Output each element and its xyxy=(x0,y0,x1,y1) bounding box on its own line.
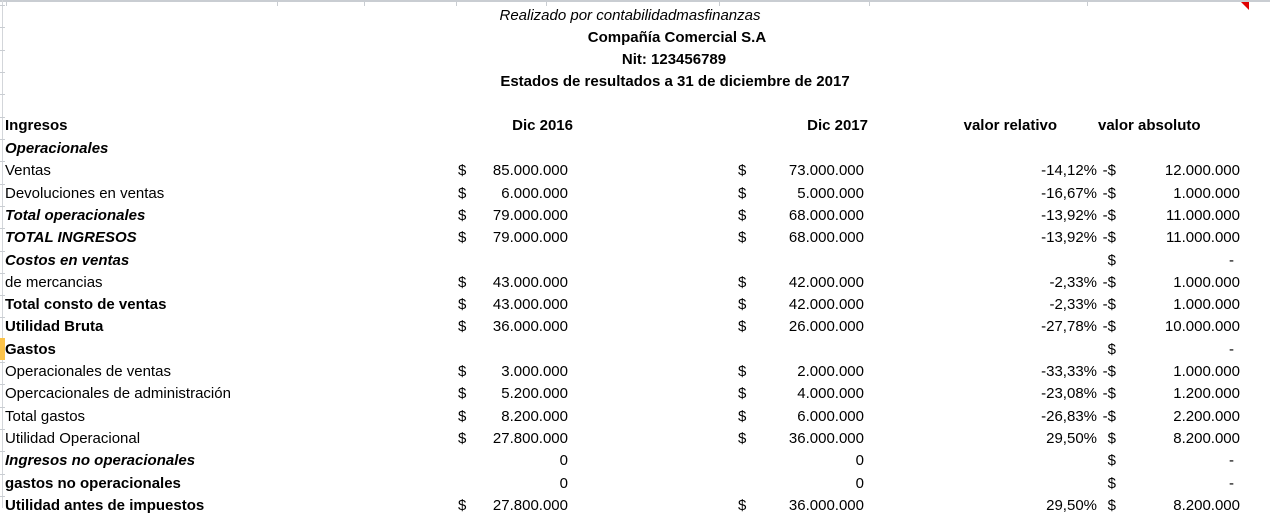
dic2017-currency-cell[interactable]: $ xyxy=(738,318,747,336)
row-label-cell[interactable]: Total operacionales xyxy=(5,206,146,224)
column-gridline-tick xyxy=(456,2,457,6)
valor-absoluto-currency-cell[interactable]: -$ xyxy=(1102,162,1116,180)
valor-absoluto-currency-cell[interactable]: $ xyxy=(1107,496,1116,514)
table-row xyxy=(0,494,1270,516)
valor-relativo-cell[interactable]: -16,67% xyxy=(1041,184,1097,202)
table-row xyxy=(0,338,1270,360)
row-gridline-tick xyxy=(0,50,5,51)
dic2016-value-cell[interactable]: 5.200.000 xyxy=(501,385,568,403)
statement-rows xyxy=(0,137,1270,516)
valor-absoluto-value-cell[interactable]: 2.200.000 xyxy=(1173,407,1240,425)
valor-relativo-cell[interactable]: -23,08% xyxy=(1041,385,1097,403)
dic2017-value-cell[interactable]: 2.000.000 xyxy=(797,363,864,381)
valor-absoluto-currency-cell[interactable]: -$ xyxy=(1102,206,1116,224)
dic2017-value-cell[interactable]: 68.000.000 xyxy=(788,229,864,247)
dic2017-value-cell[interactable]: 5.000.000 xyxy=(797,184,864,202)
valor-absoluto-value-cell[interactable]: - xyxy=(1229,452,1234,470)
valor-absoluto-value-cell[interactable]: - xyxy=(1229,251,1234,269)
section-ingresos-cell[interactable]: Ingresos xyxy=(5,117,68,134)
valor-relativo-cell[interactable]: -13,92% xyxy=(1041,229,1097,247)
dic2016-currency-cell[interactable]: $ xyxy=(458,363,467,381)
valor-absoluto-currency-cell[interactable]: -$ xyxy=(1102,318,1116,336)
table-row xyxy=(0,293,1270,315)
valor-absoluto-value-cell[interactable]: 1.000.000 xyxy=(1173,273,1240,291)
row-label-cell[interactable]: TOTAL INGRESOS xyxy=(5,229,137,247)
valor-relativo-cell[interactable]: -2,33% xyxy=(1049,273,1097,291)
table-row xyxy=(0,182,1270,204)
dic2017-currency-cell[interactable]: $ xyxy=(738,430,747,448)
row-label-cell[interactable]: Operacionales de ventas xyxy=(5,363,171,381)
valor-absoluto-currency-cell[interactable]: -$ xyxy=(1102,273,1116,291)
dic2017-currency-cell[interactable]: $ xyxy=(738,229,747,247)
table-row xyxy=(0,383,1270,405)
dic2017-value-cell[interactable]: 42.000.000 xyxy=(788,296,864,314)
dic2016-value-cell[interactable]: 3.000.000 xyxy=(501,363,568,381)
dic2017-currency-cell[interactable]: $ xyxy=(738,273,747,291)
row-gridline-tick xyxy=(0,72,5,73)
statement-title-cell[interactable]: Estados de resultados a 31 de diciembre de 2017 xyxy=(500,73,850,91)
row-gridline-tick xyxy=(0,94,5,95)
dic2017-currency-cell[interactable]: $ xyxy=(738,407,747,425)
dic2016-value-cell[interactable]: 43.000.000 xyxy=(492,273,568,291)
dic2017-value-cell[interactable]: 36.000.000 xyxy=(788,496,864,514)
valor-relativo-cell[interactable]: 29,50% xyxy=(1046,496,1097,514)
column-gridline-tick xyxy=(1087,2,1088,6)
valor-absoluto-currency-cell[interactable]: -$ xyxy=(1102,407,1116,425)
valor-absoluto-currency-cell[interactable]: $ xyxy=(1107,430,1116,448)
prepared-by-cell[interactable]: Realizado por contabilidadmasfinanzas xyxy=(499,7,761,24)
cell-fill-marker xyxy=(0,338,5,360)
table-row xyxy=(0,360,1270,382)
valor-absoluto-currency-cell[interactable]: -$ xyxy=(1102,229,1116,247)
col-header-dic-2017[interactable]: Dic 2017 xyxy=(807,117,868,134)
valor-absoluto-value-cell[interactable]: 1.000.000 xyxy=(1173,296,1240,314)
valor-absoluto-currency-cell[interactable]: -$ xyxy=(1102,184,1116,202)
comment-indicator-icon xyxy=(1241,2,1249,10)
dic2017-currency-cell[interactable]: $ xyxy=(738,496,747,514)
dic2017-currency-cell[interactable]: $ xyxy=(738,206,747,224)
dic2017-value-cell[interactable]: 4.000.000 xyxy=(797,385,864,403)
valor-absoluto-currency-cell[interactable]: $ xyxy=(1107,340,1116,358)
valor-relativo-cell[interactable]: -27,78% xyxy=(1041,318,1097,336)
valor-absoluto-value-cell[interactable]: 11.000.000 xyxy=(1166,206,1240,224)
dic2016-value-cell[interactable]: 27.800.000 xyxy=(492,430,568,448)
valor-absoluto-currency-cell[interactable]: -$ xyxy=(1102,363,1116,381)
valor-relativo-cell[interactable]: 29,50% xyxy=(1046,430,1097,448)
valor-relativo-cell[interactable]: -14,12% xyxy=(1041,162,1097,180)
table-row xyxy=(0,204,1270,226)
dic2016-currency-cell[interactable]: $ xyxy=(458,162,467,180)
col-header-valor-absoluto[interactable]: valor absoluto xyxy=(1098,117,1201,134)
row-label-cell[interactable]: Opercacionales de administración xyxy=(5,385,231,403)
table-row xyxy=(0,427,1270,449)
dic2017-value-cell[interactable]: 73.000.000 xyxy=(788,162,864,180)
valor-absoluto-value-cell[interactable]: 10.000.000 xyxy=(1164,318,1240,336)
row-gridline-tick xyxy=(0,5,5,6)
valor-absoluto-value-cell[interactable]: 8.200.000 xyxy=(1173,496,1240,514)
row-label-cell[interactable]: gastos no operacionales xyxy=(5,474,181,492)
row-label-cell[interactable]: Utilidad Bruta xyxy=(5,318,104,336)
company-name-cell[interactable]: Compañía Comercial S.A xyxy=(587,28,767,46)
row-label-cell[interactable]: Operacionales xyxy=(5,139,109,157)
valor-absoluto-value-cell[interactable]: 1.200.000 xyxy=(1173,385,1240,403)
dic2017-value-cell[interactable]: 36.000.000 xyxy=(788,430,864,448)
row-label-cell[interactable]: Utilidad Operacional xyxy=(5,430,141,448)
dic2016-currency-cell[interactable]: $ xyxy=(458,229,467,247)
valor-absoluto-currency-cell[interactable]: $ xyxy=(1107,452,1116,470)
valor-relativo-cell[interactable]: -33,33% xyxy=(1041,363,1097,381)
dic2016-value-cell[interactable]: 0 xyxy=(559,474,568,492)
dic2016-currency-cell[interactable]: $ xyxy=(458,407,467,425)
table-row xyxy=(0,316,1270,338)
column-gridline-tick xyxy=(277,2,278,6)
valor-absoluto-currency-cell[interactable]: $ xyxy=(1107,474,1116,492)
valor-absoluto-currency-cell[interactable]: $ xyxy=(1107,251,1116,269)
row-label-cell[interactable]: Ingresos no operacionales xyxy=(5,452,196,470)
col-header-dic-2016[interactable]: Dic 2016 xyxy=(512,117,573,134)
column-gridline-tick xyxy=(6,2,7,6)
dic2017-value-cell[interactable]: 26.000.000 xyxy=(788,318,864,336)
column-gridline-tick xyxy=(364,2,365,6)
valor-absoluto-value-cell[interactable]: 8.200.000 xyxy=(1173,430,1240,448)
table-row xyxy=(0,405,1270,427)
sheet-top-gridline xyxy=(0,0,1270,2)
valor-absoluto-currency-cell[interactable]: -$ xyxy=(1102,296,1116,314)
dic2016-value-cell[interactable]: 85.000.000 xyxy=(492,162,568,180)
dic2017-value-cell[interactable]: 6.000.000 xyxy=(797,407,864,425)
dic2017-currency-cell[interactable]: $ xyxy=(738,162,747,180)
valor-absoluto-value-cell[interactable]: 1.000.000 xyxy=(1173,184,1240,202)
valor-absoluto-value-cell[interactable]: 1.000.000 xyxy=(1173,363,1240,381)
dic2016-currency-cell[interactable]: $ xyxy=(458,206,467,224)
dic2016-value-cell[interactable]: 8.200.000 xyxy=(501,407,568,425)
dic2016-value-cell[interactable]: 43.000.000 xyxy=(492,296,568,314)
table-row xyxy=(0,249,1270,271)
table-row xyxy=(0,137,1270,159)
column-gridline-tick xyxy=(869,2,870,6)
table-row xyxy=(0,160,1270,182)
nit-cell[interactable]: Nit: 123456789 xyxy=(621,50,727,68)
dic2017-value-cell[interactable]: 0 xyxy=(855,474,864,492)
dic2016-value-cell[interactable]: 6.000.000 xyxy=(501,184,568,202)
dic2017-value-cell[interactable]: 68.000.000 xyxy=(788,206,864,224)
table-row xyxy=(0,450,1270,472)
dic2016-currency-cell[interactable]: $ xyxy=(458,184,467,202)
row-label-cell[interactable]: Utilidad antes de impuestos xyxy=(5,496,205,514)
dic2016-value-cell[interactable]: 79.000.000 xyxy=(492,206,568,224)
row-label-cell[interactable]: Ventas xyxy=(5,162,51,180)
col-header-valor-relativo[interactable]: valor relativo xyxy=(963,117,1057,134)
row-label-cell[interactable]: Costos en ventas xyxy=(5,251,130,269)
dic2016-currency-cell[interactable]: $ xyxy=(458,296,467,314)
valor-absoluto-value-cell[interactable]: - xyxy=(1229,340,1234,358)
dic2016-value-cell[interactable]: 79.000.000 xyxy=(492,229,568,247)
dic2016-currency-cell[interactable]: $ xyxy=(458,273,467,291)
table-row xyxy=(0,227,1270,249)
dic2017-currency-cell[interactable]: $ xyxy=(738,363,747,381)
dic2016-currency-cell[interactable]: $ xyxy=(458,385,467,403)
valor-absoluto-value-cell[interactable]: 11.000.000 xyxy=(1166,229,1240,247)
dic2017-currency-cell[interactable]: $ xyxy=(738,296,747,314)
row-label-cell[interactable]: Total consto de ventas xyxy=(5,296,167,314)
valor-absoluto-currency-cell[interactable]: -$ xyxy=(1102,385,1116,403)
dic2017-currency-cell[interactable]: $ xyxy=(738,385,747,403)
valor-relativo-cell[interactable]: -13,92% xyxy=(1041,206,1097,224)
dic2016-currency-cell[interactable]: $ xyxy=(458,430,467,448)
dic2016-value-cell[interactable]: 36.000.000 xyxy=(492,318,568,336)
dic2016-value-cell[interactable]: 27.800.000 xyxy=(492,496,568,514)
dic2017-currency-cell[interactable]: $ xyxy=(738,184,747,202)
valor-relativo-cell[interactable]: -26,83% xyxy=(1041,407,1097,425)
dic2016-currency-cell[interactable]: $ xyxy=(458,496,467,514)
dic2017-value-cell[interactable]: 42.000.000 xyxy=(788,273,864,291)
valor-absoluto-value-cell[interactable]: 12.000.000 xyxy=(1164,162,1240,180)
dic2016-currency-cell[interactable]: $ xyxy=(458,318,467,336)
row-label-cell[interactable]: Devoluciones en ventas xyxy=(5,184,165,202)
valor-relativo-cell[interactable]: -2,33% xyxy=(1049,296,1097,314)
row-label-cell[interactable]: Total gastos xyxy=(5,407,86,425)
dic2016-value-cell[interactable]: 0 xyxy=(559,452,568,470)
table-row xyxy=(0,472,1270,494)
valor-absoluto-value-cell[interactable]: - xyxy=(1229,474,1234,492)
dic2017-value-cell[interactable]: 0 xyxy=(855,452,864,470)
table-row xyxy=(0,271,1270,293)
row-label-cell[interactable]: Gastos xyxy=(5,340,56,358)
row-label-cell[interactable]: de mercancias xyxy=(5,273,103,291)
row-gridline-tick xyxy=(0,27,5,28)
